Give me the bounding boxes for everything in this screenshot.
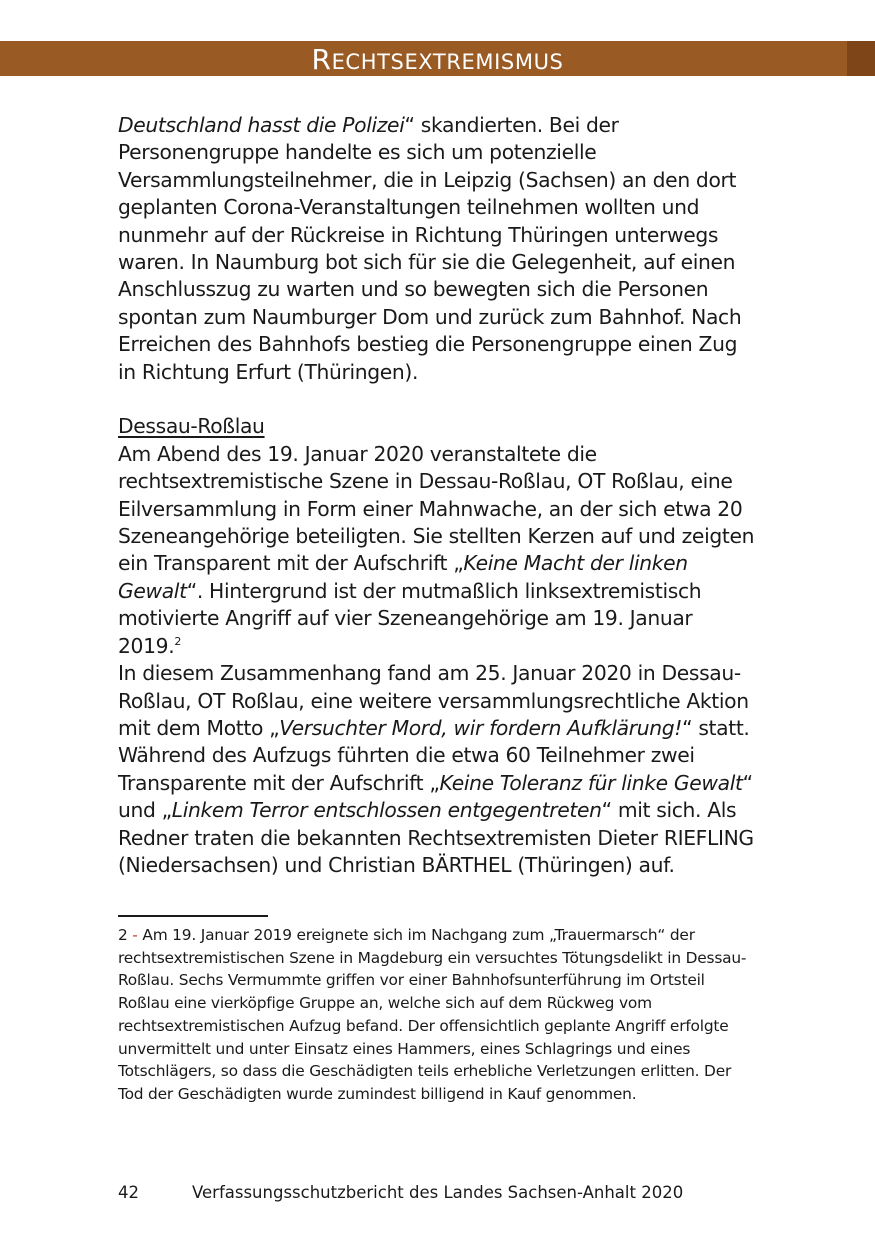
- quote-italic: Keine Macht der linken Gewalt: [118, 551, 688, 603]
- footnote-divider: [118, 915, 268, 917]
- quote-italic: Linkem Terror entschlossen entgegentreten: [171, 798, 602, 823]
- paragraph-1: [118, 112, 758, 386]
- main-content: [118, 112, 758, 879]
- paragraph-gap: [118, 386, 758, 413]
- footnote-separator: -: [132, 926, 138, 944]
- footnote: [118, 924, 758, 1106]
- footnote-reference[interactable]: 2: [174, 634, 181, 648]
- paragraph-1-text: “ skandierten. Bei der Personengruppe handelte es sich um potenzielle Versammlungsteilnehmer, die in Leipzig (Sachsen) an den dort geplanten Corona-Veranstaltungen teilnehmen wollten und nunmehr auf der Rückreise in Richtung Thüringen unterwegs waren. In Naumburg bot sich für sie die Gelegenheit, auf einen Anschlusszug zu warten und so bewegten sich die Personen spontan zum Naumburger Dom und zurück zum Bahnhof. Nach Erreichen des Bahnhofs bestieg die Personengruppe einen Zug in Richtung Erfurt (Thüringen).: [118, 113, 742, 384]
- paragraph-3: [118, 660, 758, 879]
- chapter-title: RECHTSEXTREMISMUS: [311, 43, 564, 76]
- footnote-number: 2: [118, 926, 128, 944]
- paragraph-3-text-c: “ und „: [118, 770, 753, 823]
- paragraph-2-text-b: “. Hintergrund ist der mutmaßlich linksextremistisch motivierte Angriff auf vier Szeneangehörige am 19. Januar 2019.: [118, 578, 702, 658]
- paragraph-2-text-a: Am Abend des 19. Januar 2020 veranstaltete die rechtsextremistische Szene in Dessau-Roßlau, OT Roßlau, eine Eilversammlung in Form einer Mahnwache, an der sich etwa 20 Szeneangehörige beteiligten. Sie stellten Kerzen auf und zeigten ein Transparent mit der Aufschrift „: [118, 441, 755, 576]
- quote-italic: Keine Toleranz für linke Gewalt: [439, 770, 743, 795]
- paragraph-3-text-b: “ statt. Während des Aufzugs führten die etwa 60 Teilnehmer zwei Transparente mit der Aufschrift „: [118, 715, 750, 795]
- paragraph-3-text-d: “ mit sich. Als Redner traten die bekannten Rechtsextremisten Dieter RIEFLING (Niedersachsen) und Christian BÄRTHEL (Thüringen) auf.: [118, 798, 754, 877]
- paragraph-2: [118, 441, 758, 660]
- paragraph-3-text-a: In diesem Zusammenhang fand am 25. Januar 2020 in Dessau-Roßlau, OT Roßlau, eine weitere versammlungsrechtliche Aktion mit dem Motto „: [118, 661, 749, 740]
- section-heading: Dessau-Roßlau: [118, 414, 265, 439]
- publication-title: Verfassungsschutzbericht des Landes Sachsen-Anhalt 2020: [192, 1183, 684, 1202]
- quote-italic: Deutschland hasst die Polizei: [118, 113, 405, 137]
- page-number: 42: [118, 1183, 139, 1202]
- footnote-text: Am 19. Januar 2019 ereignete sich im Nachgang zum „Trauermarsch“ der rechtsextremistischen Szene in Magdeburg ein versuchtes Tötungsdelikt in Dessau-Roßlau. Sechs Vermummte griffen vor einer Bahnhofsunterführung im Ortsteil Roßlau eine vierköpfige Gruppe an, welche sich auf dem Rückweg vom rechtsextremistischen Aufzug befand. Der offensichtlich geplante Angriff erfolgte unvermittelt und unter Einsatz eines Hammers, eines Schlagrings und eines Totschlägers, so dass die Geschädigten teils erhebliche Verletzungen erlitten. Der Tod der Geschädigten wurde zumindest billigend in Kauf genommen.: [118, 926, 747, 1103]
- quote-italic: Versuchter Mord, wir fordern Aufklärung!: [279, 715, 683, 740]
- page-footer: [118, 1181, 758, 1205]
